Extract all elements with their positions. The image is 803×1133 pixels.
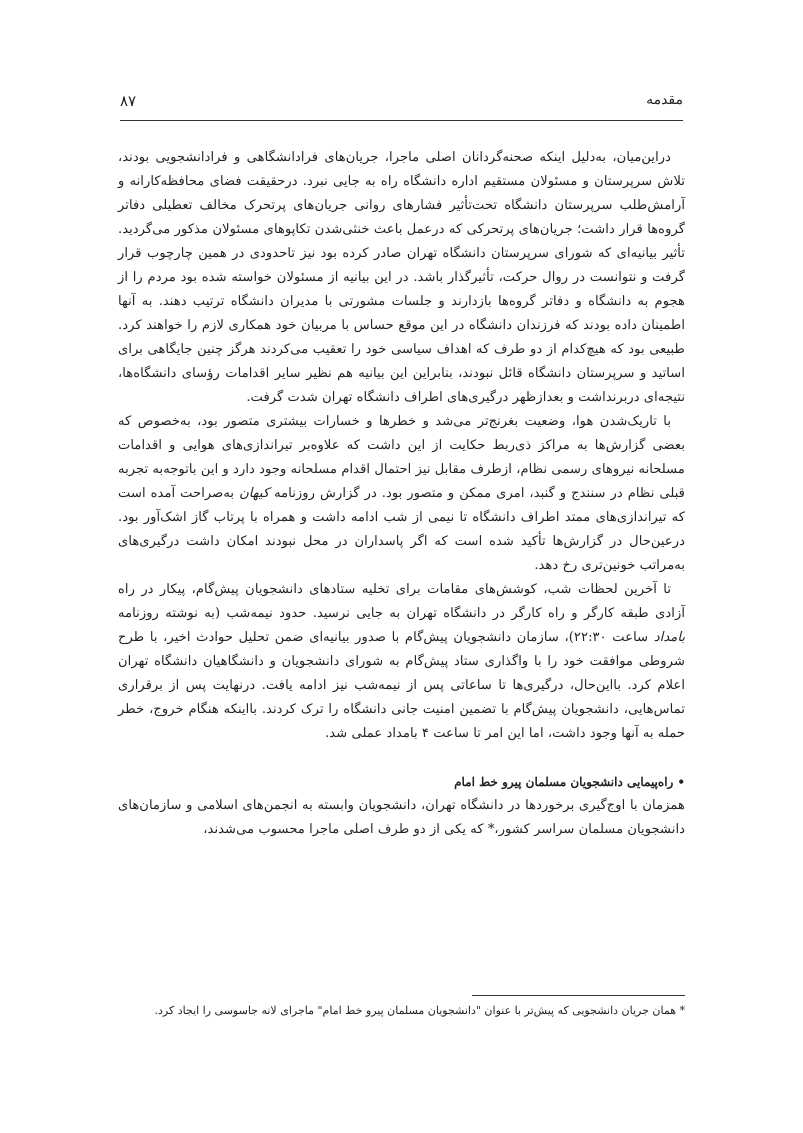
section: [118, 770, 685, 842]
footnote-divider: [472, 995, 685, 996]
footnote: * همان جریان دانشجویی که پیش‌تر با عنوان "دانشجویان مسلمان پیرو خط امام" ماجرای لانه جاسوسی را ایجاد کرد.: [154, 1004, 685, 1017]
paragraph-2: [118, 410, 685, 578]
newspaper-name-bamdad: بامداد: [653, 630, 686, 645]
newspaper-name-kayhan: کیهان: [239, 486, 270, 501]
header-divider: [120, 120, 683, 121]
paragraph-1-text: دراین‌میان، به‌دلیل اینکه صحنه‌گردانان اصلی ماجرا، جریان‌های فرادانشگاهی و فرادانشجویی بودند، تلاش سرپرستان و مسئولان مستقیم اداره دانشگاه راه به جایی نبرد. درحقیقت فضای محافظه‌کارانه و آرامش‌طلب سرپرستان دانشگاه تحت‌تأثیر فشارهای روانی جریان‌های پرتحرک مخالف تعطیلی دفاتر گروه‌ها قرار داشت؛ جریان‌های پرتحرکی که درعمل باعث خنثی‌شدن تکاپوهای مسئولان مذکور می‌گردید. تأثیر بیانیه‌ای که شورای سرپرستان دانشگاه تهران صادر کرده بود نیز تاحدودی در همین چارچوب قرار گرفت و نتوانست در روال حرکت، تأثیرگذار باشد. در این بیانیه از مسئولان خواسته شده بود مردم را از هجوم به دانشگاه و دفاتر گروه‌ها بازدارند و جلسات مشورتی با مدیران دانشگاه ترتیب دهند. به آنها اطمینان داده بودند که فرزندان دانشگاه در این موقع حساس با مربیان خود همکاری لازم را خواهند کرد. طبیعی بود که هیچ‌کدام از دو طرف که اهداف سیاسی خود را تعقیب می‌کردند هرگز چنین جایگاهی برای اساتید و سرپرستان دانشگاه قائل نبودند، بنابراین این بیانیه هم نظیر سایر اقدامات رؤسای دانشگاه‌ها، نتیجه‌ای دربرنداشت و بعدازظهر درگیری‌های اطراف دانشگاه تهران شدت گرفت.: [118, 150, 685, 405]
section-heading-text: راه‌پیمایی دانشجویان مسلمان پیرو خط امام: [454, 775, 674, 789]
section-heading: [118, 770, 685, 794]
page-number: ۸۷: [120, 92, 137, 110]
running-header: [120, 88, 683, 114]
paragraph-1: [118, 146, 685, 410]
paragraph-3-text-after: ساعت ۲۲:۳۰)، سازمان دانشجویان پیش‌گام با صدور بیانیه‌ای ضمن تحلیل حوادث اخیر، با طرح شروطی موافقت خود را با واگذاری ستاد پیش‌گام به شورای دانشجویان و دانشگاهیان دانشگاه تهران اعلام کرد. بااین‌حال، درگیری‌ها تا ساعاتی پس از نیمه‌شب نیز ادامه یافت. درنهایت پس از برقراری تماس‌هایی، دانشجویان پیش‌گام با تضمین امنیت جانی دانشگاه را ترک کردند. بااینکه هنگام خروج، خطر حمله به آنها وجود داشت، اما این امر تا ساعت ۴ بامداد عملی شد.: [118, 630, 685, 741]
bullet-icon: •: [677, 775, 685, 789]
paragraph-2-text-after: به‌صراحت آمده است که تیراندازی‌های ممتد اطراف دانشگاه تا نیمی از شب ادامه داشت و همراه با پرتاب گاز اشک‌آور بود. درعین‌حال در گزارش‌ها تأکید شده است که اگر پاسداران در محل نبودند امکان داشت درگیری‌های به‌مراتب خونین‌تری رخ دهد.: [118, 486, 685, 573]
section-paragraph: همزمان با اوج‌گیری برخوردها در دانشگاه تهران، دانشجویان وابسته به انجمن‌های اسلامی و سازمان‌های دانشجویان مسلمان سراسر کشور،* که یکی از دو طرف اصلی ماجرا محسوب می‌شدند،: [118, 798, 685, 837]
chapter-title: مقدمه: [646, 92, 683, 108]
paragraph-3-text-before: تا آخرین لحظات شب، کوشش‌های مقامات برای تخلیه ستادهای دانشجویان پیش‌گام، پیکار در راه آزادی طبقه کارگر و راه کارگر در دانشگاه تهران به جایی نرسید. حدود نیمه‌شب (به نوشته روزنامه: [118, 582, 685, 621]
paragraph-3: [118, 578, 685, 746]
paragraph-2-text-before: با تاریک‌شدن هوا، وضعیت بغرنج‌تر می‌شد و خطرها و خسارات بیشتری متصور بود، به‌خصوص که بعضی گزارش‌ها به مراکز ذی‌ربط حکایت از این داشت که علاوه‌بر تیراندازی‌های هوایی و اقدامات مسلحانه نیروهای رسمی نظام، ازطرف مقابل نیز احتمال اقدام مسلحانه وجود دارد و این باتوجه‌به تجربه قبلی نظام در سنندج و گنبد، امری ممکن و متصور بود. در گزارش روزنامه: [118, 414, 685, 501]
body-text: [118, 146, 685, 842]
